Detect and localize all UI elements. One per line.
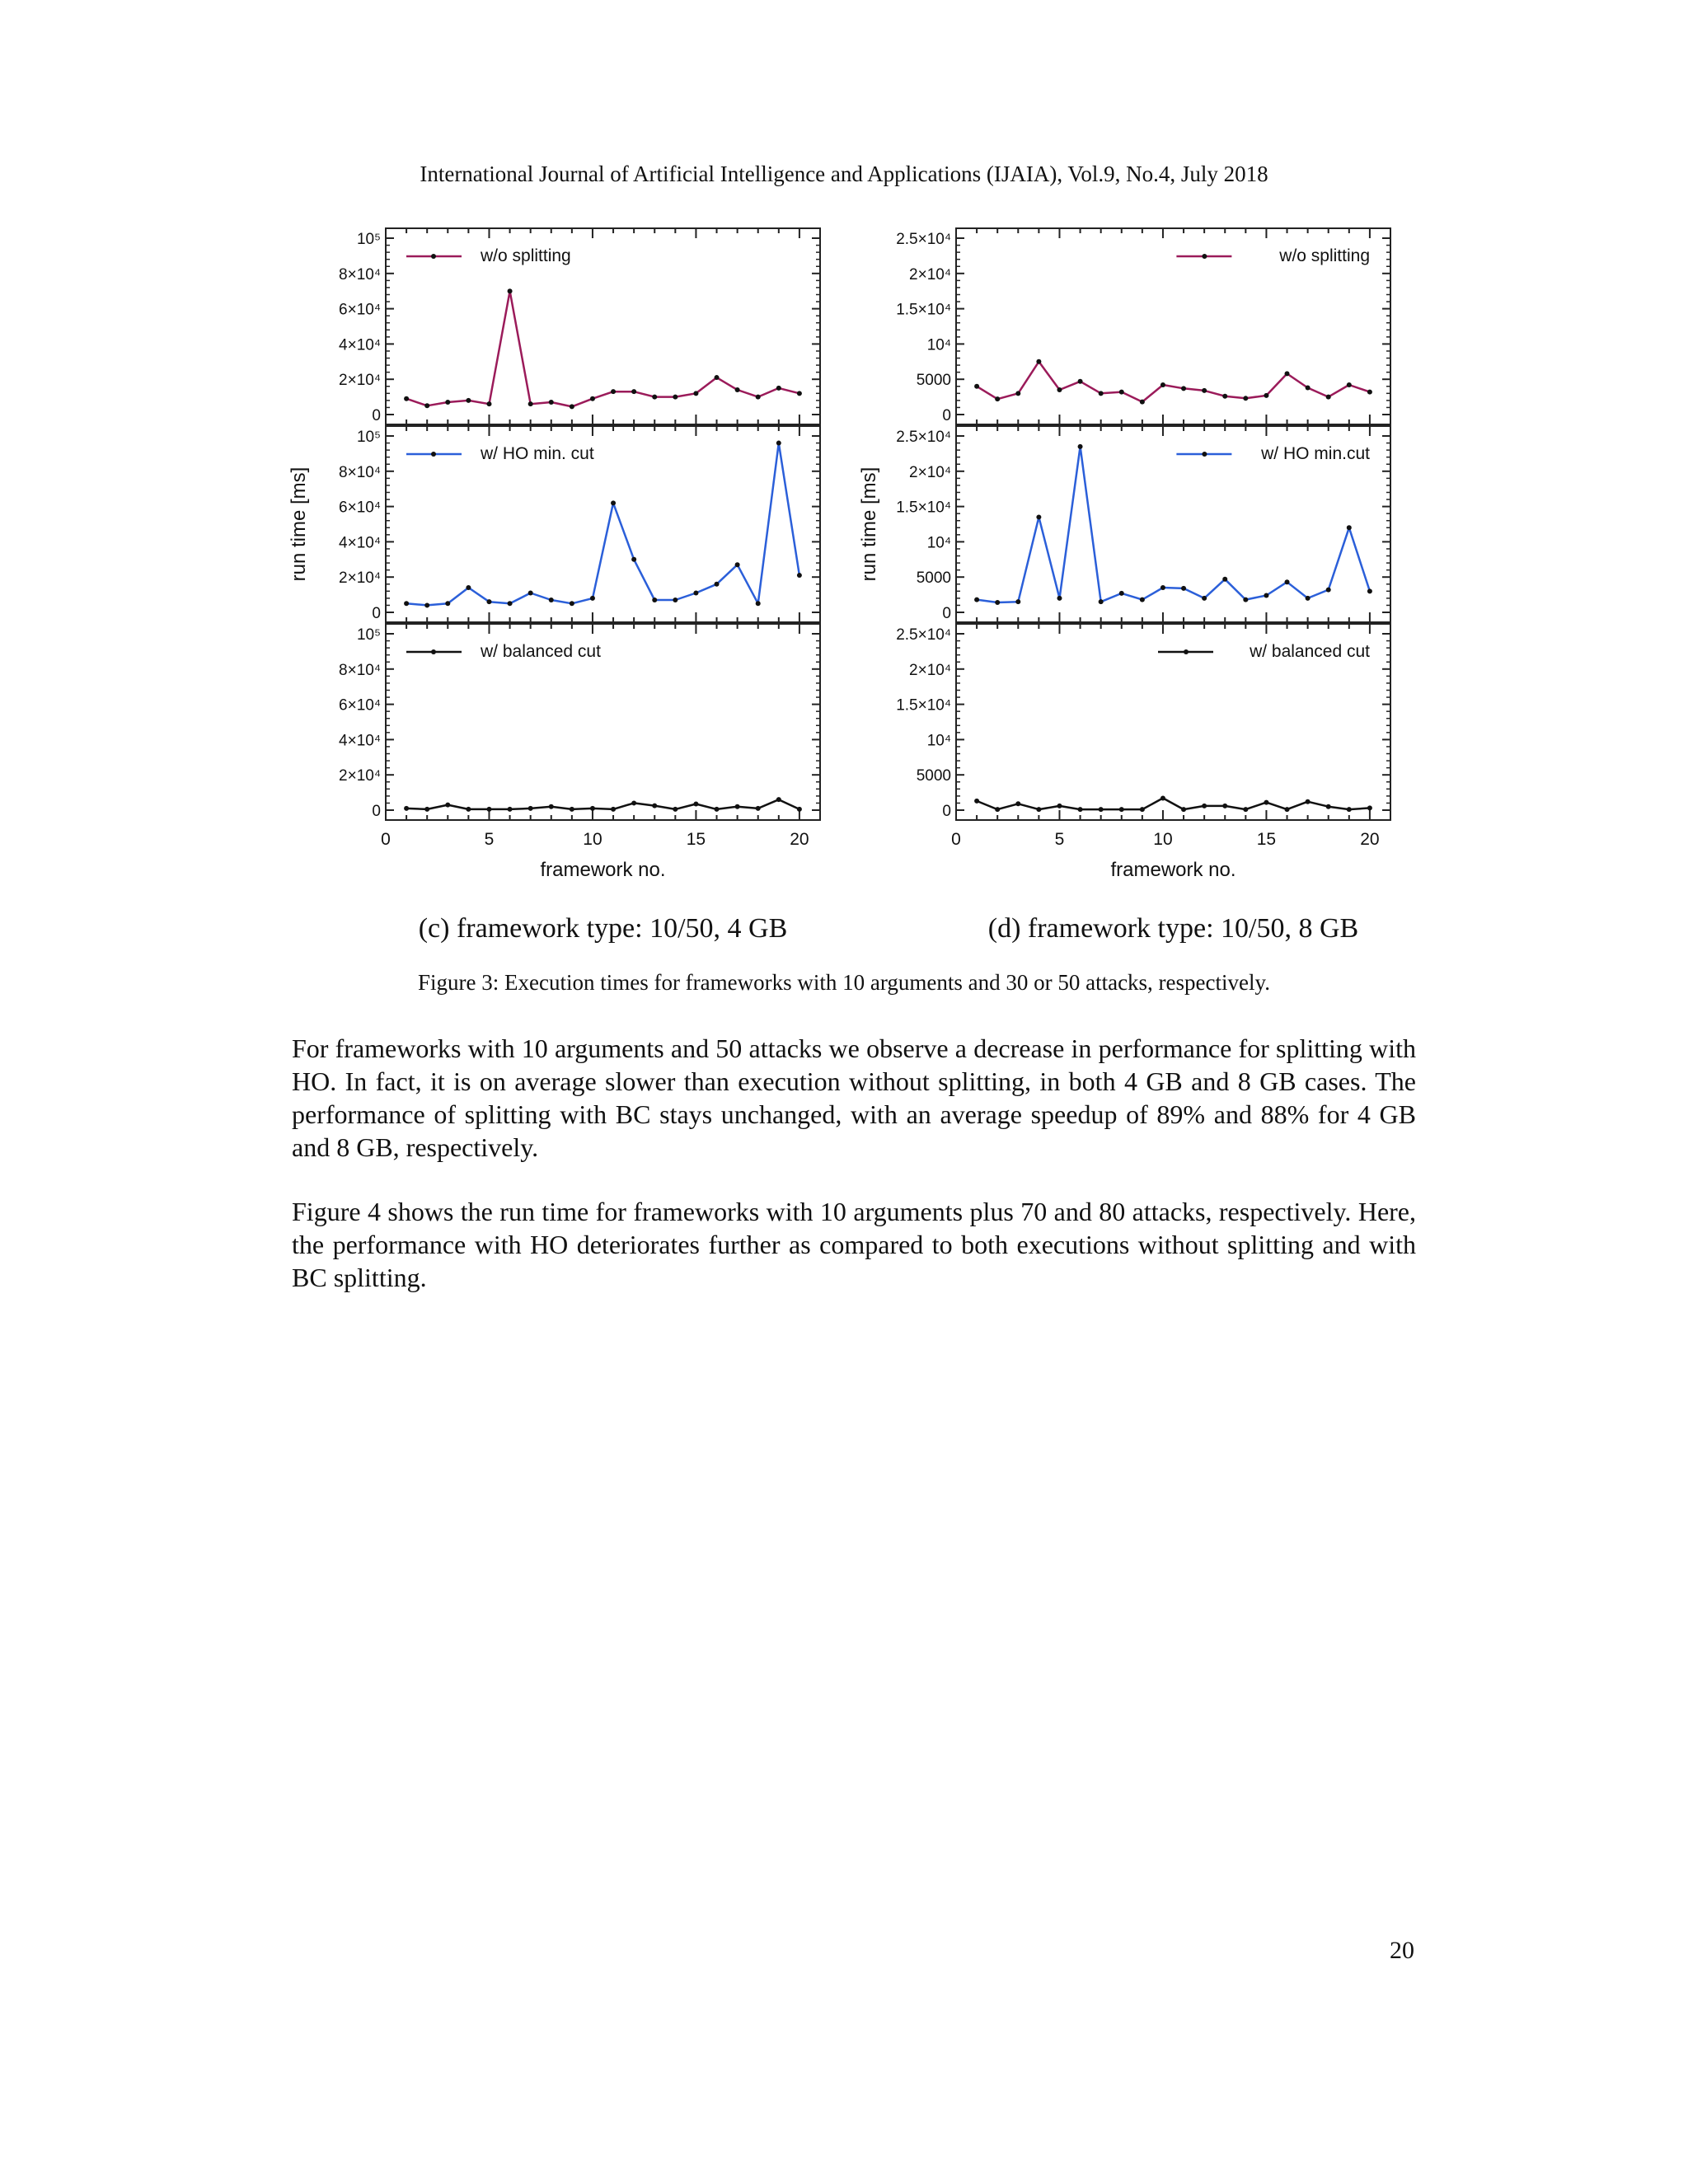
chart-0-series-0-point: [776, 386, 781, 391]
chart-1-series-2-point: [1015, 801, 1020, 806]
chart-0-series-0-point: [445, 400, 450, 405]
chart-0-series-2-point: [424, 807, 429, 812]
chart-0-series-0-point: [528, 401, 533, 406]
chart-1-series-0-point: [1202, 388, 1207, 393]
chart-0-series-2-point: [570, 807, 574, 812]
chart-1-series-1-point: [1036, 514, 1041, 519]
chart-0-series-1-point: [776, 441, 781, 446]
chart-0-series-0-point: [673, 395, 678, 400]
chart-0-series-2-point: [508, 807, 513, 812]
chart-1-legend-0-marker: [1202, 254, 1207, 259]
chart-1-series-0-point: [1140, 400, 1145, 405]
chart-0-series-0-point: [590, 396, 595, 401]
chart-1-series-0-point: [995, 396, 1000, 401]
figure-caption: Figure 3: Execution times for frameworks with 10 arguments and 30 or 50 attacks, respectively.: [418, 970, 1270, 995]
journal-header: International Journal of Artificial Intelligence and Applications (IJAIA), Vol.9, No.4, July 2018: [420, 162, 1268, 186]
chart-0-xtick-label: 5: [484, 830, 495, 849]
chart-0-panel-1-ytick-label: 6×10⁴: [339, 499, 381, 517]
chart-0-panel-0-ytick-label: 0: [372, 407, 381, 424]
chart-0-series-0-point: [735, 387, 740, 392]
chart-1-ylabel: run time [ms]: [858, 466, 880, 582]
chart-0-series-0-point: [652, 395, 657, 400]
chart-1-series-0-line: [977, 362, 1370, 402]
chart-1-series-2-point: [1181, 807, 1186, 812]
chart-1-series-1-point: [1202, 596, 1207, 601]
chart-1-series-2-point: [1099, 807, 1104, 812]
chart-0-series-2-point: [590, 806, 595, 811]
chart-0-series-2-point: [652, 804, 657, 808]
chart-1-xtick-label: 15: [1256, 830, 1277, 849]
chart-1-series-2-point: [1326, 804, 1331, 809]
chart-0-series-1-point: [715, 582, 720, 587]
chart-1-subcaption: (d) framework type: 10/50, 8 GB: [987, 913, 1359, 944]
chart-0-legend-0-label: w/o splitting: [481, 246, 571, 265]
chart-1-series-2-point: [1078, 807, 1083, 812]
chart-0-series-0-line: [406, 291, 799, 406]
chart-1-series-1-point: [1140, 598, 1145, 602]
chart-1-series-1-point: [1347, 525, 1352, 530]
chart-0-series-1-point: [508, 601, 513, 606]
paragraph-1: For frameworks with 10 arguments and 50 attacks we observe a decrease in performance for splitting with HO. In fact, it is on average slower than execution without splitting, in both 4 GB and 8 GB cases. The performance of splitting with BC stays unchanged, with an average speedup of 89% and 88% for 4 GB and 8 GB, respectively.: [292, 1033, 1416, 1162]
chart-1-series-1-point: [974, 598, 979, 602]
chart-0-series-2-point: [466, 807, 471, 812]
chart-0-xtick-label: 0: [381, 830, 391, 849]
chart-0-series-2-point: [797, 807, 802, 812]
chart-1-series-2-line: [977, 798, 1370, 809]
chart-1-legend-1-marker: [1202, 452, 1207, 457]
chart-0-series-1-line: [406, 443, 799, 606]
chart-1-series-0-point: [1243, 396, 1248, 401]
chart-0-series-0-point: [756, 395, 761, 400]
chart-1-series-2-point: [1222, 804, 1227, 808]
chart-1-series-0-point: [1222, 394, 1227, 399]
chart-0-panel-0-ytick-label: 6×10⁴: [339, 301, 381, 319]
chart-0-legend-1-label: w/ HO min. cut: [481, 444, 594, 463]
chart-0-panel-2-ytick-label: 0: [372, 803, 381, 820]
chart-0-series-1-point: [631, 557, 636, 562]
chart-1-panel-2-ytick-label: 2×10⁴: [909, 661, 951, 679]
chart-0-series-1-point: [528, 590, 533, 595]
chart-0-series-2-point: [693, 802, 698, 807]
chart-1-series-1-line: [977, 447, 1370, 602]
chart-1-series-0-point: [1119, 390, 1124, 395]
chart-0-panel-1-ytick-label: 10⁵: [356, 429, 381, 446]
chart-1-panel-1-ytick-label: 10⁴: [926, 534, 951, 552]
chart-0-series-2-point: [735, 804, 740, 809]
chart-1-xtick-label: 5: [1054, 830, 1065, 849]
chart-1-panel-0-ytick-label: 1.5×10⁴: [896, 301, 951, 319]
chart-1-series-2-point: [995, 807, 1000, 812]
chart-1-series-1-point: [1015, 599, 1020, 604]
chart-0-series-0-point: [693, 391, 698, 396]
chart-1-xtick-label: 10: [1153, 830, 1173, 849]
chart-1-series-0-point: [1057, 387, 1062, 392]
chart-0-legend-2-marker: [431, 649, 436, 654]
chart-1-panel-2-ytick-label: 2.5×10⁴: [896, 626, 951, 644]
chart-0-xtick-label: 15: [686, 830, 706, 849]
chart-1-series-1-point: [1306, 596, 1311, 601]
chart-0-series-1-point: [486, 599, 491, 604]
chart-0-series-1-point: [693, 590, 698, 595]
chart-0-series-2-point: [715, 807, 720, 812]
chart-0-xtick-label: 10: [583, 830, 603, 849]
chart-0-series-1-point: [756, 601, 761, 606]
chart-0-panel-2-ytick-label: 10⁵: [356, 626, 381, 644]
chart-0-series-1-point: [404, 601, 409, 606]
chart-1-series-2-point: [1140, 807, 1145, 812]
chart-1-series-1-point: [1285, 579, 1290, 584]
chart-1-series-1-point: [1078, 444, 1083, 449]
chart-0-series-1-point: [466, 585, 471, 590]
chart-1-series-1-point: [1243, 598, 1248, 602]
chart-1-panel-1-ytick-label: 1.5×10⁴: [896, 499, 951, 517]
chart-0-subcaption: (c) framework type: 10/50, 4 GB: [418, 913, 788, 944]
chart-1-series-1-point: [1119, 591, 1124, 596]
page-number: 20: [1390, 1937, 1414, 1964]
chart-1-series-2-point: [1347, 807, 1352, 812]
chart-1-panel-2-ytick-label: 0: [942, 803, 951, 820]
chart-0-series-2-point: [404, 806, 409, 811]
chart-1-panel-0-ytick-label: 0: [942, 407, 951, 424]
chart-0-panel-1-ytick-label: 4×10⁴: [339, 534, 381, 552]
chart-1-panel-2-ytick-label: 5000: [916, 767, 951, 785]
chart-1-series-1-point: [1264, 593, 1268, 598]
figure-3-charts: [280, 210, 1418, 952]
chart-1-panel-1-ytick-label: 2.5×10⁴: [896, 429, 951, 446]
chart-0-panel-0-ytick-label: 8×10⁴: [339, 265, 381, 284]
chart-0-series-2-point: [611, 807, 616, 812]
chart-1-series-0-point: [1367, 390, 1372, 395]
chart-1-series-0-point: [1078, 379, 1083, 384]
chart-0-series-1-point: [549, 598, 554, 602]
chart-0-panel-1-ytick-label: 2×10⁴: [339, 569, 381, 588]
chart-0-series-1-point: [735, 562, 740, 567]
chart-0-series-1-point: [570, 601, 574, 606]
chart-1-series-0-point: [1036, 359, 1041, 364]
chart-1-series-0-point: [1160, 382, 1165, 387]
chart-1-series-0-point: [1181, 386, 1186, 391]
chart-0-series-0-point: [486, 401, 491, 406]
chart-1-series-0-point: [1285, 371, 1290, 376]
chart-1-series-1-point: [1181, 586, 1186, 591]
chart-1-series-2-point: [1119, 807, 1124, 812]
chart-0-series-0-point: [424, 403, 429, 408]
chart-0-series-1-point: [797, 573, 802, 578]
chart-1-panel-1-ytick-label: 0: [942, 605, 951, 622]
paragraph-2: Figure 4 shows the run time for frameworks with 10 arguments plus 70 and 80 attacks, respectively. Here, the performance with HO deteriorates further as compared to both executions without splitting and with BC splitting.: [292, 1197, 1416, 1292]
chart-1-series-2-point: [1264, 800, 1268, 805]
chart-1-legend-0-label: w/o splitting: [1279, 246, 1370, 265]
chart-0-panel-2-frame: [386, 624, 820, 820]
chart-1-xtick-label: 0: [951, 830, 961, 849]
chart-0-series-0-point: [715, 375, 720, 380]
chart-0-series-2-point: [549, 804, 554, 809]
chart-0-legend-1-marker: [431, 452, 436, 457]
chart-1-series-2-point: [1057, 804, 1062, 808]
chart-1-panel-1-ytick-label: 2×10⁴: [909, 463, 951, 481]
chart-1-series-2-point: [1285, 807, 1290, 812]
chart-1-series-0-point: [1015, 391, 1020, 396]
chart-1-series-1-point: [1057, 596, 1062, 601]
figure-3: [280, 210, 1418, 952]
chart-1-series-0-point: [1326, 395, 1331, 400]
chart-1-panel-0-ytick-label: 2×10⁴: [909, 265, 951, 284]
chart-0-panel-2-ytick-label: 8×10⁴: [339, 661, 381, 679]
chart-1-series-1-point: [1222, 577, 1227, 582]
chart-0-series-2-point: [528, 806, 533, 811]
chart-0-ylabel: run time [ms]: [288, 466, 310, 582]
chart-1-series-1-point: [1367, 588, 1372, 593]
chart-0-panel-1-ytick-label: 8×10⁴: [339, 463, 381, 481]
chart-1-legend-2-label: w/ balanced cut: [1250, 642, 1370, 661]
chart-1-series-2-point: [974, 799, 979, 804]
chart-0-panel-1-ytick-label: 0: [372, 605, 381, 622]
chart-1-series-1-point: [1160, 585, 1165, 590]
chart-0-series-0-point: [797, 391, 802, 396]
chart-1-panel-2-ytick-label: 10⁴: [926, 732, 951, 750]
chart-1-xtick-label: 20: [1360, 830, 1380, 849]
chart-1-series-0-point: [1306, 385, 1311, 390]
chart-0-series-2-point: [445, 803, 450, 808]
chart-0-panel-2-ytick-label: 2×10⁴: [339, 767, 381, 785]
chart-0-series-2-point: [756, 806, 761, 811]
chart-1-series-2-point: [1306, 799, 1311, 804]
chart-0-panel-1-frame: [386, 426, 820, 622]
chart-1-panel-1-ytick-label: 5000: [916, 569, 951, 588]
chart-0-panel-0-ytick-label: 2×10⁴: [339, 372, 381, 390]
chart-0-series-0-point: [570, 404, 574, 409]
chart-0-series-0-point: [549, 400, 554, 405]
chart-1-panel-0-ytick-label: 5000: [916, 372, 951, 390]
chart-0-series-2-point: [631, 800, 636, 805]
chart-1-legend-2-marker: [1184, 649, 1189, 654]
chart-1-series-0-point: [1264, 393, 1268, 398]
chart-0-series-2-point: [776, 797, 781, 802]
chart-1-legend-1-label: w/ HO min.cut: [1261, 444, 1370, 463]
chart-0-series-1-point: [424, 602, 429, 607]
chart-0-series-1-point: [673, 598, 678, 602]
chart-1-panel-0-ytick-label: 2.5×10⁴: [896, 231, 951, 248]
chart-0-panel-2-ytick-label: 6×10⁴: [339, 696, 381, 715]
chart-1-series-2-point: [1243, 807, 1248, 812]
chart-0-series-1-point: [445, 601, 450, 606]
chart-1-series-0-point: [1347, 382, 1352, 387]
chart-1-xlabel: framework no.: [1110, 859, 1236, 881]
chart-0-panel-0-ytick-label: 10⁵: [356, 231, 381, 248]
chart-0-series-0-point: [508, 288, 513, 293]
chart-0-series-2-point: [486, 807, 491, 812]
chart-0-series-2-point: [673, 807, 678, 812]
chart-0-series-1-point: [611, 500, 616, 505]
chart-1-series-1-point: [1326, 588, 1331, 593]
chart-0-legend-2-label: w/ balanced cut: [481, 642, 601, 661]
chart-0-series-0-point: [611, 389, 616, 394]
chart-1-series-2-point: [1160, 795, 1165, 800]
chart-1-series-2-point: [1202, 804, 1207, 808]
chart-0-series-2-line: [406, 799, 799, 809]
chart-0-series-0-point: [631, 389, 636, 394]
chart-1-series-2-point: [1036, 807, 1041, 812]
chart-1-panel-2-ytick-label: 1.5×10⁴: [896, 696, 951, 715]
chart-1-series-2-point: [1367, 805, 1372, 810]
chart-0-series-0-point: [466, 398, 471, 403]
chart-1-series-0-point: [974, 384, 979, 389]
chart-0-xlabel: framework no.: [540, 859, 666, 881]
chart-0-panel-0-ytick-label: 4×10⁴: [339, 336, 381, 354]
chart-1-panel-0-ytick-label: 10⁴: [926, 336, 951, 354]
chart-0-series-1-point: [652, 598, 657, 602]
chart-1-series-0-point: [1099, 391, 1104, 396]
chart-0-legend-0-marker: [431, 254, 436, 259]
chart-1-series-1-point: [1099, 599, 1104, 604]
chart-0-series-0-point: [404, 396, 409, 401]
chart-0-series-1-point: [590, 596, 595, 601]
chart-0-panel-2-ytick-label: 4×10⁴: [339, 732, 381, 750]
chart-0-xtick-label: 20: [790, 830, 809, 849]
chart-1-series-1-point: [995, 600, 1000, 605]
